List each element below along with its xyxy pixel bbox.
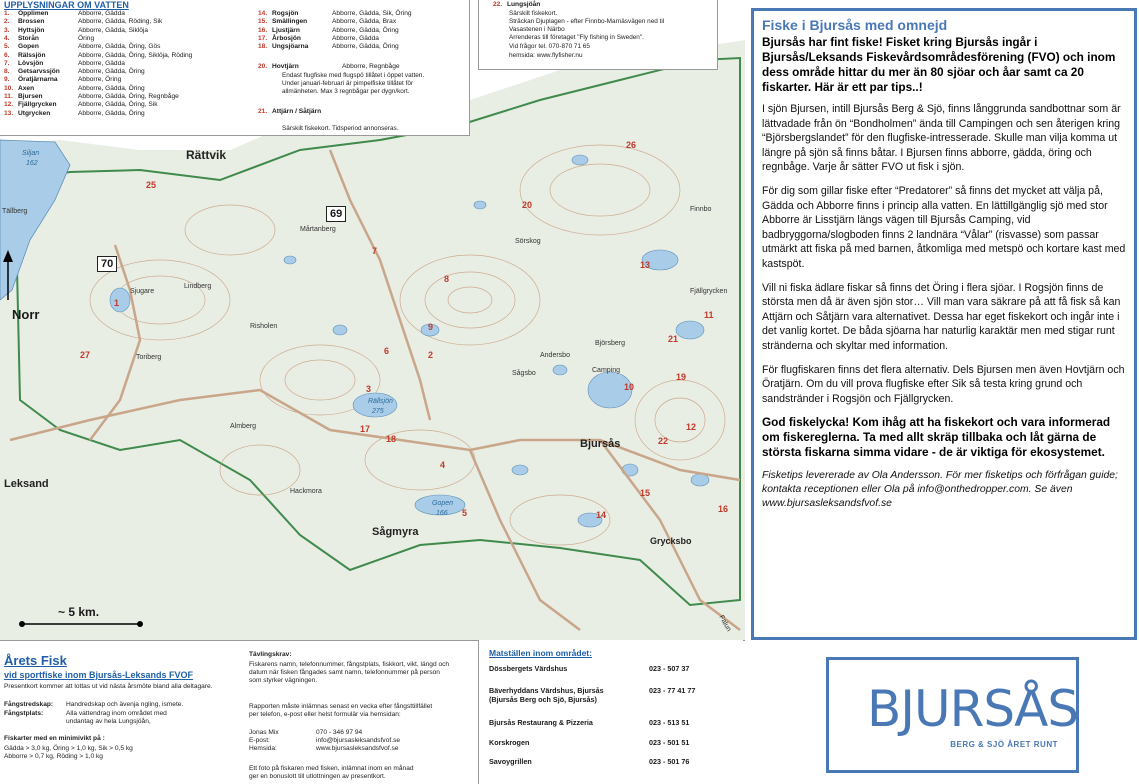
north-label: Norr	[12, 307, 40, 322]
lake-fish: Abborre, Gädda, Öring	[332, 26, 399, 34]
place-risholen: Risholen	[250, 323, 278, 330]
tips-closing: God fiskelycka! Kom ihåg att ha fiskekort och vara informerad om fiskereglerna. Ta med allt skräp tillbaka och låt gärna de största fiskarna simma vidare - de är viktiga för ekosystemet.	[762, 415, 1111, 460]
lake-row	[4, 85, 145, 93]
hovtjarn-note: Under januari-februari är pimpelfiske tillåtet för	[282, 80, 414, 87]
tips-credits: Fisketips levererade av Ola Andersson. För mer fisketips och förfrågan guide; kontakta receptionen eller Ola på info@onthedropper.com. Se även www.bjursasleksandsfvof.se	[762, 470, 1118, 510]
fishing-tips-box	[751, 8, 1137, 640]
contact-web-link[interactable]: www.bjursasleksandsfvof.se	[316, 745, 399, 752]
road-shield-70: 70	[97, 256, 117, 272]
place-sorskog: Sörskog	[515, 238, 541, 245]
lake-number: 17.	[258, 34, 268, 42]
lungsjoan-note: Vid frågor tel. 070-870 71 65	[509, 43, 590, 50]
lake-fish: Abborre, Gädda, Öring	[332, 43, 399, 51]
lungsjoan-info-panel	[478, 0, 718, 70]
restaurants-title: Matställen inom området:	[489, 648, 592, 658]
restaurant-name: Bäverhyddans Värdshus, Bjursås	[489, 686, 604, 695]
spot-number: 13	[640, 260, 651, 270]
lake-number: 16.	[258, 26, 268, 34]
lake-name: Smällingen	[272, 18, 308, 26]
lake-fish: Abborre, Gädda, Siklöja	[78, 26, 149, 34]
fangstplats-value: Alla vattendrag inom området med	[66, 710, 167, 717]
restaurant-name: Dössbergets Värdshus	[489, 664, 568, 673]
lake-name: Opplimen	[18, 10, 49, 17]
photo-line: ger en bonuslott till utlottningen av presentkort.	[249, 773, 386, 780]
lake-row	[258, 43, 399, 51]
lake-name: Hyttsjön	[18, 26, 45, 34]
place-lindberg: Lindberg	[184, 283, 212, 290]
lake-row	[4, 101, 158, 109]
logo-wordmark: BJURSÅS	[867, 680, 1079, 738]
tips-intro: Bjursås har fint fiske! Fisket kring Bjursås ingår i Bjursås/Leksands Fiskevårdsområdesförening (FVO) och inom dess område hittar du mer än 80 sjöar och åar samt ca 20 fiskarter. Här är ett par tips..!	[762, 35, 1116, 94]
spot-number: 17	[360, 424, 371, 434]
lake-row	[4, 60, 125, 68]
lake-fish: Abborre, Gädda, Öring, Sik	[78, 101, 158, 109]
lake-name: Fjällgrycken	[18, 101, 57, 109]
attjarn-note: Särskilt fiskekort. Tidsperiod annonseras.	[282, 125, 399, 132]
tips-paragraph-bjursen: I sjön Bjursen, intill Bjursås Berg & Sjö, finns långgrunda sandbottnar som är lättvadade från ön “Bondholmen” ända till Campingen och sen återigen kring “Björsbergslandet” för den flugfiske-intresserade. Skulle man vilja komma ut längre på sjön så finns båtar. I Bjursen finns abborre, gädda, öring och regnbåge. Varje år sätter FVO ut fisk i sjön.	[762, 103, 1121, 174]
lake-row	[4, 10, 125, 18]
lake-row	[258, 35, 379, 43]
lake-fish: Abborre, Gädda	[332, 34, 379, 42]
tavlingskrav-line: Fiskarens namn, telefonnummer, fångstplats, fiskkort, vikt, längd och	[249, 661, 450, 668]
lake-number: 10.	[4, 84, 14, 92]
lake-depth-rallsjon: 275	[372, 408, 384, 415]
lake-number: 20.	[258, 63, 268, 70]
lake-name: Rogsjön	[272, 10, 299, 17]
restaurant-phone: 023 - 513 51	[649, 718, 690, 727]
spot-number: 7	[372, 246, 378, 256]
spot-number: 19	[676, 372, 687, 382]
lake-fish: Abborre, Gädda, Öring, Siklöja, Röding	[78, 51, 193, 59]
lake-name: Axen	[18, 84, 35, 92]
lake-number: 14.	[258, 10, 268, 17]
spot-number: 2	[428, 350, 434, 360]
tavlingskrav-label: Tävlingskrav:	[249, 651, 292, 658]
lake-number: 8.	[4, 68, 10, 76]
scale-label: ~ 5 km.	[58, 605, 100, 619]
lake-name: Rälssjön	[18, 51, 46, 59]
lake-fish: Abborre, Gädda, Röding, Sik	[78, 18, 163, 26]
restaurant-name: Bjursås Restaurang & Pizzeria	[489, 718, 593, 727]
place-rattvik: Rättvik	[186, 148, 227, 162]
place-toriberg: Toriberg	[136, 354, 162, 361]
place-hackmora: Hackmora	[290, 488, 322, 495]
road-shield-69: 69	[326, 206, 346, 222]
lungsjoan-note: Arrenderas till företaget "Fly fishing in Sweden".	[509, 34, 644, 41]
lake-row	[258, 18, 396, 26]
lake-row	[4, 35, 94, 43]
lake-number: 4.	[4, 34, 10, 42]
contact-phone: 070 - 346 97 94	[316, 729, 363, 736]
place-falun: Falun	[717, 614, 733, 633]
lake-number: 21.	[258, 108, 268, 115]
restaurant-name-detail: (Bjursås Berg och Sjö, Bjursås)	[489, 695, 597, 704]
spot-number: 22	[658, 436, 669, 446]
tips-paragraph-oring: Vill ni fiska ädlare fiskar så finns det Öring i flera sjöar. I Rogsjön finns de största men då är även sjön stor… Vill man vara säkrare på att få fisk så kan Attjärn och Såtjärn vara alternativet. Dessa har eget fiskekort och ingår inte i det vanlig kortet. De båda sjöarna har naturlig karaktär men med stigar runt stränderna och skyltar med information.	[762, 281, 1121, 352]
lake-name: Storån	[18, 34, 39, 42]
place-sjugare: Sjugare	[130, 288, 155, 295]
arets-fisk-subtitle: vid sportfiske inom Bjursås-Leksands FVOF	[4, 670, 194, 680]
tips-paragraph-predators: För dig som gillar fiske efter “Predatorer” så finns det mycket att välja på, Gädda och Abborre finns i princip alla vatten. En lättillgänglig sjö med stor Abborre är Lisstjärn längs vägen till Bjursås Camping, vid badbryggorna/slogboden finns 2 landnära “Vålar” (risvasse) som passar utmärkt att fiska på med barnen, åtkomliga med metspö och kortare kast med kastspöt.	[762, 184, 1126, 270]
lake-fish: Abborre, Regnbåge	[342, 63, 400, 70]
lake-fish: Abborre, Gädda, Öring, Regnbåge	[78, 93, 179, 100]
contact-name-label: Jonas Mix	[249, 729, 279, 736]
tips-paragraph-flyfishing: För flugfiskaren finns det flera alternativ. Dels Bjursen men även Hovtjärn och Öratjärn. Om du vill prova flugfiske efter Sik så testa kring grund och sandstränder i Rogsjön och Fjällgrycken.	[762, 363, 1125, 405]
restaurant-phone: 023 - 77 41 77	[649, 686, 696, 695]
spot-number: 1	[114, 298, 120, 308]
restaurant-phone: 023 - 507 37	[649, 664, 690, 673]
lake-row	[4, 76, 121, 84]
lake-info-panel	[0, 0, 470, 136]
fangstredskap-value: Handredskap och ävenja ngling, ismete.	[66, 701, 184, 708]
restaurant-name: Savoygrillen	[489, 757, 532, 766]
hovtjarn-note: allmänheten. Max 3 regnbågar per dygn/kort.	[282, 88, 410, 95]
lake-fish: Abborre, Gädda, Öring	[78, 84, 145, 92]
photo-line: Ett foto på fiskaren med fisken, inlämnat inom en månad	[249, 765, 414, 772]
place-grycksbo: Grycksbo	[650, 536, 692, 546]
lake-name: Utgrycken	[18, 109, 51, 117]
lake-fish: Abborre, Gädda, Öring, Gös	[78, 43, 161, 51]
lungsjoan-note: hemsida: www.flyfisher.nu	[509, 52, 583, 59]
hovtjarn-note: Endast flugfiske med flugspö tillåtet i öppet vatten.	[282, 72, 425, 79]
place-bjursas: Bjursås	[580, 438, 621, 450]
tavlingskrav-line: som styrker vägningen.	[249, 677, 318, 684]
lake-row	[258, 10, 412, 18]
spot-number: 10	[624, 382, 635, 392]
lungsjoan-note: Vasastenen i Närbo	[509, 26, 565, 33]
restaurant-phone: 023 - 501 76	[649, 757, 690, 766]
lake-number: 13.	[4, 109, 14, 117]
restaurant-phone: 023 - 501 51	[649, 738, 690, 747]
lake-number: 9.	[4, 76, 10, 84]
lake-row	[4, 110, 145, 118]
lake-row	[258, 27, 399, 35]
lake-number: 2.	[4, 18, 10, 26]
spot-number: 27	[80, 350, 91, 360]
lake-fish: Abborre, Gädda, Öring	[78, 109, 145, 117]
lake-row	[4, 27, 148, 35]
lake-depth-siljan: 162	[26, 160, 38, 167]
spot-number: 20	[522, 200, 533, 210]
lake-fish: Öring	[78, 34, 95, 42]
rapport-line: per telefon, e-post eller helst formulär via hemsidan:	[249, 711, 401, 718]
minvikt-row-2: Abborre > 0,7 kg, Röding > 1,0 kg	[4, 753, 103, 760]
tavlingskrav-line: datum när fisken fångades samt namn, telefonnummer på person	[249, 669, 440, 676]
lake-number: 7.	[4, 59, 10, 67]
lake-number: 6.	[4, 51, 10, 59]
lake-name: Årbosjön	[272, 34, 301, 42]
lake-name: Lövsjön	[18, 59, 44, 67]
lake-fish: Abborre, Gädda	[78, 59, 125, 67]
contact-web-label: Hemsida:	[249, 745, 277, 752]
place-martanberg: Mårtanberg	[300, 226, 336, 233]
lake-name: Gopen	[18, 43, 39, 51]
lake-name: Ungsjöarna	[272, 43, 309, 51]
lake-number: 1.	[4, 10, 10, 17]
bjursas-logo	[826, 657, 1079, 773]
spot-number: 25	[146, 180, 157, 190]
tips-title: Fiske i Bjursås med omnejd	[762, 17, 948, 33]
lake-number: 5.	[4, 43, 10, 51]
rapport-line: Rapporten måste inlämnas senast en vecka efter fångsttillfället	[249, 703, 433, 710]
minvikt-label: Fiskarter med en minimivikt på :	[4, 735, 105, 742]
lake-number: 22.	[493, 1, 503, 8]
place-sagmyra: Sågmyra	[372, 526, 419, 538]
place-andersbo: Andersbo	[540, 352, 570, 359]
lake-number: 11.	[4, 93, 13, 100]
spot-number: 6	[384, 346, 390, 356]
lake-label-rallsjon: Rällsjön	[368, 398, 393, 405]
lake-row	[4, 43, 160, 51]
fangstplats-label: Fångstplats:	[4, 710, 44, 717]
lake-name: Ljustjärn	[272, 26, 300, 34]
spot-number: 15	[640, 488, 651, 498]
lake-label-gopen: Gopen	[432, 500, 454, 507]
spot-number: 12	[686, 422, 697, 432]
fangstredskap-label: Fångstredskap:	[4, 701, 54, 708]
place-tallberg: Tällberg	[2, 208, 28, 215]
lake-number: 18.	[258, 43, 268, 51]
lungsjoan-note: Sträckan Djuplagen - efter Finnbo-Marnäsvägen ned til	[509, 18, 665, 25]
contact-email-link[interactable]: info@bjursasleksandsfvof.se	[316, 737, 401, 744]
spot-number: 16	[718, 504, 729, 514]
lungsjoan-note: Särskilt fiskekort.	[509, 10, 558, 17]
contact-email-label: E-post:	[249, 737, 270, 744]
fangstplats-value-2: undantag av hela Lungsjöån,	[66, 718, 151, 725]
lake-fish: Abborre, Gädda	[78, 10, 125, 17]
lake-fish: Abborre, Gädda, Sik, Öring	[332, 10, 412, 17]
lake-row	[4, 93, 179, 101]
restaurants-panel	[478, 640, 743, 784]
spot-number: 4	[440, 460, 446, 470]
place-bjorsberg: Björsberg	[595, 340, 625, 347]
spot-number: 21	[668, 334, 679, 344]
lake-fish: Abborre, Gädda, Öring	[78, 68, 145, 76]
place-leksand: Leksand	[4, 478, 49, 490]
spot-number: 11	[704, 310, 714, 320]
lake-row	[4, 18, 162, 26]
info-header: UPPLYSNINGAR OM VATTEN	[4, 0, 129, 10]
place-camping: Camping	[592, 367, 621, 374]
arets-fisk-title: Årets Fisk	[4, 653, 67, 668]
lake-row-attjarn	[258, 108, 362, 116]
lake-name: Öratjärnarna	[18, 76, 58, 84]
lake-number: 3.	[4, 26, 10, 34]
lake-name: Hovtjärn	[272, 63, 299, 70]
place-finnbo: Finnbo	[690, 206, 712, 213]
place-almberg: Almberg	[230, 423, 257, 430]
spot-number: 9	[428, 322, 434, 332]
lake-label-siljan: Siljan	[22, 150, 40, 157]
spot-number: 5	[462, 508, 468, 518]
spot-number: 8	[444, 274, 450, 284]
lake-row	[4, 52, 192, 60]
logo-tagline: BERG & SJÖ ÅRET RUNT	[950, 740, 1058, 749]
place-sagsbo: Sågsbo	[512, 370, 536, 377]
minvikt-row-1: Gädda > 3,0 kg, Öring > 1,0 kg, Sik > 0,5 kg	[4, 745, 133, 752]
spot-number: 3	[366, 384, 372, 394]
spot-number: 18	[386, 434, 397, 444]
lake-name: Bjursen	[18, 93, 43, 100]
lake-row	[4, 68, 145, 76]
lake-name: Attjärn / Såtjärn	[272, 108, 322, 115]
lake-fish: Abborre, Gädda, Brax	[332, 18, 397, 26]
lake-name: Lungsjöån	[507, 1, 541, 8]
lake-row-hovtjarn	[258, 63, 400, 71]
lake-depth-gopen: 166	[436, 510, 448, 517]
restaurant-name: Korskrogen	[489, 738, 530, 747]
place-fjallgrycken: Fjällgrycken	[690, 288, 728, 295]
arets-fisk-intro: Presentkort kommer att lottas ut vid nästa årsmöte bland alla deltagare.	[4, 683, 213, 690]
lake-name: Brossen	[18, 18, 45, 26]
lake-number: 12.	[4, 101, 14, 109]
spot-number: 26	[626, 140, 637, 150]
lake-number: 15.	[258, 18, 268, 26]
lake-name: Getsarvssjön	[18, 68, 60, 76]
lake-row-lungsjoan	[493, 1, 567, 9]
lake-fish: Abborre, Öring	[78, 76, 122, 84]
spot-number: 14	[596, 510, 607, 520]
